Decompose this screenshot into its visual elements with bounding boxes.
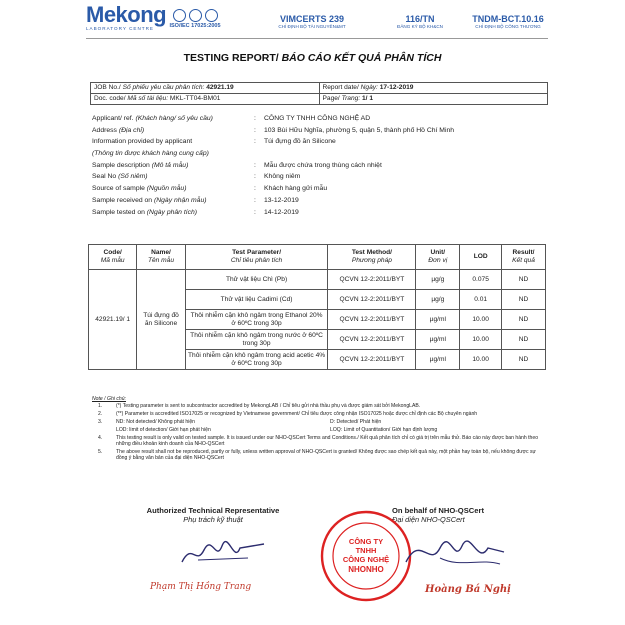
- svg-text:NHONHO: NHONHO: [348, 565, 384, 574]
- svg-text:CÔNG NGHỆ: CÔNG NGHỆ: [342, 555, 390, 564]
- svg-text:CÔNG TY: CÔNG TY: [348, 537, 384, 546]
- unit-cell: µg/g: [416, 290, 460, 310]
- cert-sub: CHỈ ĐỊNH BỘ CÔNG THƯƠNG: [475, 24, 541, 29]
- notes-title: Note / Ghi chú:: [92, 396, 126, 402]
- sample-name: Túi đựng đồ ăn Silicone: [137, 270, 185, 370]
- lod-cell: 10.00: [460, 350, 502, 370]
- unit-cell: µg/ml: [416, 330, 460, 350]
- col-unit: Unit/ Đơn vị: [416, 245, 460, 270]
- unit-cell: µg/ml: [416, 310, 460, 330]
- note-item: 2. (**) Parameter is accredited ISO17025 or recognized by Vietnamese government/ Chỉ tiêu được công nhận ISO17025 hoặc được chỉ định các Bộ chuyên ngành: [98, 411, 478, 418]
- cert-sub: CHỈ ĐỊNH BỘ TÀI NGUYÊN&MT: [278, 24, 346, 29]
- sample-code: 42921.19/ 1: [89, 270, 137, 370]
- report-title: [0, 52, 625, 64]
- param-cell: Thôi nhiễm cặn khô ngâm trong nước ở 60ºC trong 30p: [185, 330, 328, 350]
- method-cell: QCVN 12-2:2011/BYT: [328, 310, 416, 330]
- logo-name: Mekong: [86, 2, 167, 27]
- result-cell: ND: [502, 290, 546, 310]
- cert-code: VIMCERTS 239: [279, 14, 345, 24]
- table-header: [89, 245, 546, 270]
- note-item: 3. ND: Not detected/ Không phát hiện D: Detected/ Phát hiện: [98, 419, 382, 425]
- col-lod: LOD: [460, 245, 502, 270]
- signatory-title: On behalf of NHO-QSCert: [392, 506, 484, 515]
- report-page: Mekong LABORATORY CENTRE ISO/IEC 17025:2005 VIMCERTS 239 CHỈ ĐỊNH BỘ TÀI NGUYÊN&MT 116/TN ĐĂNG KÝ BỘ KH&CN TNDM-BCT.10.16 CHỈ ĐỊNH BỘ CÔNG THƯƠNG TESTING REPORT/ BÁO CÁO KẾT QUẢ PHÂN TÍCH JOB No./ Số phiếu yêu cầu phân tích: 42921.19 Report date/ Ngày: 17-12-2019 Doc. code/ Mã số tài liệu: MKL-TT04-BM01 Page/ Trang: 1/ 1 Applicant/ ref. (Khách hàng/ số yêu cầu) : CÔNG TY TNHH CÔNG NGHỆ AD Address (Địa chỉ) : 103 Bùi Hữu Nghĩa, phường 5, quận 5, thành phố Hồ Chí Minh Information provided by applicant : Túi đựng đồ ăn Silicone (Thông tin được khách hàng cung cấp) Sample description (Mô tả mẫu) : Mẫu được chứa trong thùng cách nhiệt Seal No (Số niêm) : Không niêm Source of sample (Nguồn mẫu) : Khách hàng gửi mẫu Sample received on (Ngày nhận mẫu) : 13-12-2019 Sample tested on (Ngày phân tích) : 14-12-2019 Code/ Mã mẫu Name/ Tên mẫu Test Parameter/ Chỉ tiêu phân tích Test Method/ Phương pháp Unit/ Đơn vị LOD Result/ Kết quả 42921.19/ 1 Túi đựng đồ ăn Silicone Thử vật liệu Chì (Pb) QCVN 12-2:2011/BYT µg/g 0.075 ND Thử vật liệu Cadimi (Cd) QCVN 12-2:2011/BYT µg/g 0.01 ND Thôi nhiễm cặn khô ngâm trong Ethanol 20% ở 60ºC trong 30p QCVN 12-2:2011/BYT µg/ml 10.00 ND Thôi nhiễm cặn khô ngâm trong nước ở 60ºC trong 30p QCVN 12-2:2011/BYT µg/ml 10.00 ND Thôi nhiễm cặn khô ngâm trong acid acetic 4% ở 60ºC trong 30p QCVN 12-2:2011/BYT µg/ml 10.00 ND Note / Ghi chú: 1. (*) Testing parameter is sent to subcontractor accredited by MekongLAB / Chỉ tiêu gửi nhà thầu phụ và được giám sát bởi MekongLAB. 2. (**) Parameter is accredited ISO17025 or recognized by Vietnamese government/ Chỉ tiêu được công nhận ISO17025 hoặc được chỉ định các Bộ chuyên ngành 3. ND: Not detected/ Không phát hiện D: Detected/ Phát hiện LOD: limit of detection/ Giới hạn phát hiện LOQ: Limit of Quantitation/ Giới hạn định lượng 4. This testing result is only valid on tested sample. It is issued under our NHO-QSCert Terms and Conditions./ Kết quả phân tích chỉ có giá trị trên mẫu thử. Báo cáo này được ban hành theo những điều khoản kinh doanh của NHO-QSCert 5. The above result shall not be reproduced, partly or fully, unless written approval of NHO-QSCert is granted/ Không được sao chép kết quả này, một phần hay toàn bộ, nếu không được sự đồng ý bằng văn bản của đại diện NHO-QSCert Authorized Technical Representative Phụ trách kỹ thuật Phạm Thị Hồng Trang On behalf of NHO-QSCert Đại diện NHO-QSCert CÔNG TY TNHH CÔNG NGHỆ NHONHO Hoàng Bá Nghị: [0, 0, 625, 625]
- report-meta: [90, 82, 548, 105]
- page-number: Page/ Trang: 1/ 1: [319, 94, 548, 104]
- cert-tndm: [464, 14, 552, 30]
- method-cell: QCVN 12-2:2011/BYT: [328, 290, 416, 310]
- results-table: [88, 244, 546, 370]
- director-signature-icon: [400, 528, 510, 578]
- cert-116tn: [382, 14, 458, 30]
- col-name: Name/ Tên mẫu: [137, 245, 185, 270]
- param-cell: Thử vật liệu Chì (Pb): [185, 270, 328, 290]
- result-cell: ND: [502, 310, 546, 330]
- cert-code: 116/TN: [405, 14, 435, 24]
- param-cell: Thử vật liệu Cadimi (Cd): [185, 290, 328, 310]
- badge-icon: [173, 9, 186, 22]
- result-cell: ND: [502, 270, 546, 290]
- unit-cell: µg/g: [416, 270, 460, 290]
- logo-sub: LABORATORY CENTRE: [86, 26, 154, 31]
- table-row: [89, 270, 546, 290]
- result-cell: ND: [502, 330, 546, 350]
- header-divider: [86, 38, 548, 39]
- signatory-role: Đại diện NHO-QSCert: [392, 515, 465, 524]
- doc-code: Doc. code/ Mã số tài liệu: MKL-TT04-BM01: [94, 95, 221, 102]
- note-item: LOD: limit of detection/ Giới hạn phát hiện LOQ: Limit of Quantitation/ Giới hạn định lượng: [116, 426, 438, 433]
- col-result: Result/ Kết quả: [502, 245, 546, 270]
- signature-scribble-icon: [178, 532, 268, 572]
- signatory-title: Authorized Technical Representative: [146, 506, 280, 515]
- iso-block: [166, 9, 224, 29]
- badge-icon: [205, 9, 218, 22]
- title-vi: BÁO CÁO KẾT QUẢ PHÂN TÍCH: [281, 52, 442, 64]
- svg-text:TNHH: TNHH: [355, 546, 377, 555]
- col-code: Code/ Mã mẫu: [89, 245, 137, 270]
- cert-vimcerts: [262, 14, 362, 30]
- param-cell: Thôi nhiễm cặn khô ngâm trong acid acetic 4% ở 60ºC trong 30p: [185, 350, 328, 370]
- lod-cell: 0.075: [460, 270, 502, 290]
- method-cell: QCVN 12-2:2011/BYT: [328, 330, 416, 350]
- param-cell: Thôi nhiễm cặn khô ngâm trong Ethanol 20% ở 60ºC trong 30p: [185, 310, 328, 330]
- note-item: 1. (*) Testing parameter is sent to subcontractor accredited by MekongLAB / Chỉ tiêu gửi nhà thầu phụ và được giám sát bởi MekongLAB.: [98, 403, 421, 410]
- accreditation-badges: [166, 9, 224, 23]
- technical-signatory-name: Phạm Thị Hồng Trang: [150, 582, 252, 592]
- qscert-signature-block: [392, 506, 552, 524]
- badge-icon: [189, 9, 202, 22]
- method-cell: QCVN 12-2:2011/BYT: [328, 270, 416, 290]
- method-cell: QCVN 12-2:2011/BYT: [328, 350, 416, 370]
- director-name: Hoàng Bá Nghị: [425, 584, 511, 595]
- col-method: Test Method/ Phương pháp: [328, 245, 416, 270]
- lab-logo: [86, 4, 166, 31]
- note-item: 4. This testing result is only valid on tested sample. It is issued under our NHO-QSCert Terms and Conditions./ Kết quả phân tích chỉ có giá trị trên mẫu thử. Báo cáo này được ban hành theo những điều khoản kinh doanh của NHO-QSCert: [98, 434, 539, 447]
- lod-cell: 10.00: [460, 330, 502, 350]
- unit-cell: µg/ml: [416, 350, 460, 370]
- lod-cell: 0.01: [460, 290, 502, 310]
- job-number: JOB No./ Số phiếu yêu cầu phân tích: 42921.19: [94, 84, 234, 91]
- col-parameter: Test Parameter/ Chỉ tiêu phân tích: [185, 245, 328, 270]
- signatory-role: Phụ trách kỹ thuật: [183, 515, 243, 524]
- lod-cell: 10.00: [460, 310, 502, 330]
- cert-code: TNDM-BCT.10.16: [472, 14, 544, 24]
- cert-sub: ĐĂNG KÝ BỘ KH&CN: [397, 24, 443, 29]
- technical-signature-block: [138, 506, 288, 524]
- iso-standard: ISO/IEC 17025:2005: [169, 23, 221, 29]
- report-date: Report date/ Ngày: 17-12-2019: [319, 83, 548, 93]
- notes-section: [92, 396, 544, 463]
- result-cell: ND: [502, 350, 546, 370]
- title-en: TESTING REPORT/: [183, 52, 279, 64]
- note-item: 5. The above result shall not be reproduced, partly or fully, unless written approval of NHO-QSCert is granted/ Không được sao chép kết quả này, một phần hay toàn bộ, nếu không được sự đồng ý bằng văn bản của đại diện NHO-QSCert: [98, 448, 536, 462]
